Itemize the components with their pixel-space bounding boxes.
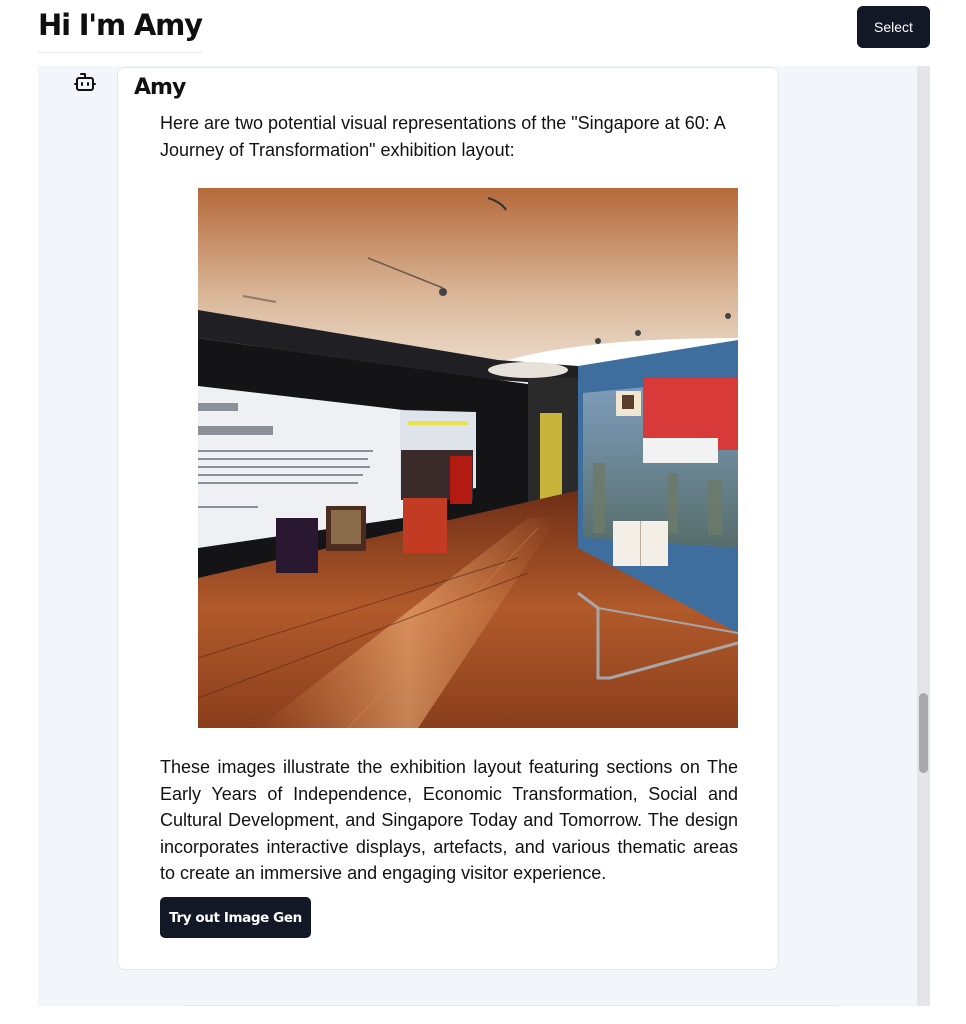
divider: [184, 1005, 839, 1006]
exhibition-image: [198, 188, 738, 728]
message-card: [117, 67, 779, 970]
try-image-gen-button[interactable]: Try out Image Gen: [160, 897, 311, 938]
sender-name: Amy: [134, 75, 186, 100]
select-button[interactable]: Select: [857, 6, 930, 48]
message-outro-text: These images illustrate the exhibition layout featuring sections on The Early Years of Independence, Economic Transformation, Social and Cultural Development, and Singapore Today and Tomorrow. The design incorporates interactive displays, artefacts, and various thematic areas to create an immersive and engaging visitor experience.: [160, 757, 738, 883]
page-title: Hi I'm Amy: [38, 6, 202, 53]
message-intro-text: Here are two potential visual representations of the "Singapore at 60: A Journey of Transformation" exhibition layout:: [160, 113, 725, 160]
header: [0, 0, 966, 64]
scrollbar-thumb[interactable]: [919, 693, 928, 773]
scrollbar[interactable]: [917, 66, 930, 1006]
bot-icon: [73, 70, 97, 94]
